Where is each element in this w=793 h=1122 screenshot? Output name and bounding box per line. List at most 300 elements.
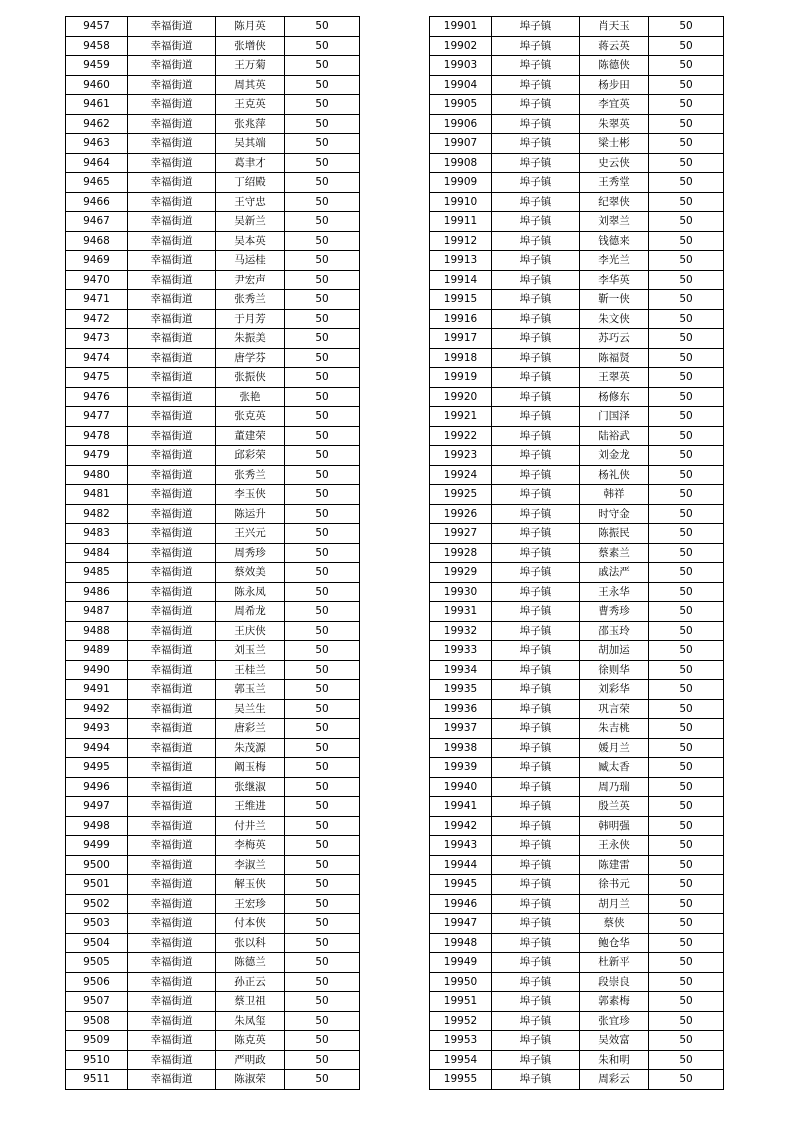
table-row [430,309,724,329]
amount-cell: 50 [649,17,724,37]
amount-cell: 50 [649,992,724,1012]
table-row [66,953,360,973]
person-name-cell: 朱翠英 [580,114,649,134]
district-cell: 埠子镇 [492,719,580,739]
district-cell: 埠子镇 [492,95,580,115]
table-row [430,621,724,641]
table-row [430,485,724,505]
district-cell: 幸福街道 [128,992,216,1012]
record-number-cell: 9490 [66,660,128,680]
district-cell: 幸福街道 [128,680,216,700]
amount-cell: 50 [649,270,724,290]
district-cell: 埠子镇 [492,153,580,173]
amount-cell: 50 [285,446,360,466]
person-name-cell: 李淑兰 [216,855,285,875]
table-row [430,738,724,758]
person-name-cell: 李华英 [580,270,649,290]
table-row [66,36,360,56]
amount-cell: 50 [649,777,724,797]
record-number-cell: 19944 [430,855,492,875]
amount-cell: 50 [285,348,360,368]
table-row [66,504,360,524]
person-name-cell: 杜新平 [580,953,649,973]
amount-cell: 50 [649,504,724,524]
record-number-cell: 9485 [66,563,128,583]
district-cell: 幸福街道 [128,582,216,602]
district-cell: 埠子镇 [492,660,580,680]
amount-cell: 50 [285,953,360,973]
district-cell: 幸福街道 [128,914,216,934]
table-row [66,1070,360,1090]
table-row [66,309,360,329]
table-row [430,426,724,446]
district-cell: 幸福街道 [128,953,216,973]
amount-cell: 50 [285,465,360,485]
district-cell: 埠子镇 [492,290,580,310]
district-cell: 埠子镇 [492,192,580,212]
record-number-cell: 9477 [66,407,128,427]
amount-cell: 50 [649,914,724,934]
amount-cell: 50 [649,660,724,680]
person-name-cell: 胡加运 [580,641,649,661]
district-cell: 幸福街道 [128,309,216,329]
person-name-cell: 王守忠 [216,192,285,212]
amount-cell: 50 [649,1050,724,1070]
person-name-cell: 张振侠 [216,368,285,388]
district-cell: 幸福街道 [128,426,216,446]
table-row [430,933,724,953]
district-cell: 埠子镇 [492,446,580,466]
table-row [66,387,360,407]
person-name-cell: 吴其端 [216,134,285,154]
district-cell: 幸福街道 [128,173,216,193]
person-name-cell: 陈福贤 [580,348,649,368]
person-name-cell: 戚法严 [580,563,649,583]
person-name-cell: 王兴元 [216,524,285,544]
table-row [430,387,724,407]
person-name-cell: 蔡素兰 [580,543,649,563]
record-number-cell: 19911 [430,212,492,232]
amount-cell: 50 [649,1031,724,1051]
amount-cell: 50 [285,134,360,154]
table-row [66,543,360,563]
record-number-cell: 9466 [66,192,128,212]
district-cell: 埠子镇 [492,933,580,953]
person-name-cell: 张克英 [216,407,285,427]
table-row [430,368,724,388]
person-name-cell: 周希龙 [216,602,285,622]
amount-cell: 50 [285,992,360,1012]
record-number-cell: 19907 [430,134,492,154]
district-cell: 埠子镇 [492,251,580,271]
amount-cell: 50 [285,95,360,115]
record-number-cell: 9473 [66,329,128,349]
amount-cell: 50 [285,563,360,583]
person-name-cell: 鲍仓华 [580,933,649,953]
record-number-cell: 19903 [430,56,492,76]
record-number-cell: 19923 [430,446,492,466]
amount-cell: 50 [285,387,360,407]
table-row [66,173,360,193]
record-number-cell: 9467 [66,212,128,232]
person-name-cell: 王秀堂 [580,173,649,193]
table-row [430,1031,724,1051]
district-cell: 幸福街道 [128,875,216,895]
amount-cell: 50 [649,719,724,739]
table-row [66,485,360,505]
district-cell: 幸福街道 [128,270,216,290]
person-name-cell: 郭素梅 [580,992,649,1012]
district-cell: 埠子镇 [492,563,580,583]
amount-cell: 50 [285,1031,360,1051]
record-number-cell: 19953 [430,1031,492,1051]
record-number-cell: 19905 [430,95,492,115]
record-number-cell: 19926 [430,504,492,524]
district-cell: 埠子镇 [492,75,580,95]
table-row [66,75,360,95]
record-number-cell: 9480 [66,465,128,485]
district-cell: 幸福街道 [128,738,216,758]
record-number-cell: 19902 [430,36,492,56]
district-cell: 埠子镇 [492,407,580,427]
person-name-cell: 朱茂源 [216,738,285,758]
district-cell: 幸福街道 [128,816,216,836]
district-cell: 幸福街道 [128,17,216,37]
record-number-cell: 19912 [430,231,492,251]
person-name-cell: 王宏珍 [216,894,285,914]
table-row [430,602,724,622]
person-name-cell: 媛月兰 [580,738,649,758]
record-number-cell: 19948 [430,933,492,953]
district-cell: 埠子镇 [492,602,580,622]
record-number-cell: 9462 [66,114,128,134]
district-cell: 幸福街道 [128,192,216,212]
amount-cell: 50 [285,173,360,193]
person-name-cell: 杨步田 [580,75,649,95]
district-cell: 幸福街道 [128,36,216,56]
record-number-cell: 9475 [66,368,128,388]
record-number-cell: 19922 [430,426,492,446]
record-number-cell: 9468 [66,231,128,251]
record-number-cell: 9488 [66,621,128,641]
amount-cell: 50 [285,972,360,992]
amount-cell: 50 [285,212,360,232]
table-row [430,173,724,193]
record-number-cell: 9476 [66,387,128,407]
record-number-cell: 9465 [66,173,128,193]
person-name-cell: 王桂兰 [216,660,285,680]
district-cell: 埠子镇 [492,992,580,1012]
person-name-cell: 尹宏声 [216,270,285,290]
district-cell: 幸福街道 [128,660,216,680]
table-row [66,699,360,719]
person-name-cell: 张以科 [216,933,285,953]
person-name-cell: 唐彩兰 [216,719,285,739]
person-name-cell: 徐则华 [580,660,649,680]
table-row [66,875,360,895]
district-cell: 幸福街道 [128,95,216,115]
table-row [66,153,360,173]
record-number-cell: 9486 [66,582,128,602]
district-cell: 幸福街道 [128,641,216,661]
record-number-cell: 9471 [66,290,128,310]
table-row [66,134,360,154]
record-number-cell: 9481 [66,485,128,505]
table-row [66,446,360,466]
record-number-cell: 19927 [430,524,492,544]
district-cell: 幸福街道 [128,75,216,95]
table-row [430,992,724,1012]
person-name-cell: 吴效富 [580,1031,649,1051]
record-number-cell: 9509 [66,1031,128,1051]
person-name-cell: 陈德侠 [580,56,649,76]
amount-cell: 50 [649,1070,724,1090]
district-cell: 幸福街道 [128,719,216,739]
person-name-cell: 陈运升 [216,504,285,524]
amount-cell: 50 [285,485,360,505]
table-row [430,134,724,154]
record-number-cell: 19932 [430,621,492,641]
record-number-cell: 19939 [430,758,492,778]
amount-cell: 50 [649,426,724,446]
table-row [430,641,724,661]
amount-cell: 50 [649,231,724,251]
record-number-cell: 19909 [430,173,492,193]
table-row [66,290,360,310]
amount-cell: 50 [649,134,724,154]
amount-cell: 50 [285,270,360,290]
amount-cell: 50 [285,426,360,446]
table-row [430,290,724,310]
amount-cell: 50 [285,290,360,310]
table-row [66,368,360,388]
person-name-cell: 董建荣 [216,426,285,446]
table-row [430,894,724,914]
record-number-cell: 19951 [430,992,492,1012]
person-name-cell: 唐学芬 [216,348,285,368]
amount-cell: 50 [285,699,360,719]
district-cell: 幸福街道 [128,348,216,368]
amount-cell: 50 [649,699,724,719]
record-number-cell: 19934 [430,660,492,680]
table-row [66,933,360,953]
person-name-cell: 李宜英 [580,95,649,115]
record-number-cell: 9499 [66,836,128,856]
person-name-cell: 蔡卫祖 [216,992,285,1012]
district-cell: 埠子镇 [492,836,580,856]
table-row [66,270,360,290]
record-number-cell: 9487 [66,602,128,622]
amount-cell: 50 [285,543,360,563]
amount-cell: 50 [285,816,360,836]
record-number-cell: 19950 [430,972,492,992]
amount-cell: 50 [285,680,360,700]
amount-cell: 50 [649,855,724,875]
table-row [430,660,724,680]
record-number-cell: 19913 [430,251,492,271]
person-name-cell: 王克英 [216,95,285,115]
table-row [66,563,360,583]
person-name-cell: 刘金龙 [580,446,649,466]
person-name-cell: 纪翠侠 [580,192,649,212]
record-number-cell: 9491 [66,680,128,700]
amount-cell: 50 [649,816,724,836]
amount-cell: 50 [649,212,724,232]
person-name-cell: 付井兰 [216,816,285,836]
person-name-cell: 王永侠 [580,836,649,856]
record-number-cell: 9507 [66,992,128,1012]
amount-cell: 50 [649,621,724,641]
record-number-cell: 19910 [430,192,492,212]
district-cell: 埠子镇 [492,309,580,329]
amount-cell: 50 [649,836,724,856]
person-name-cell: 蔡侠 [580,914,649,934]
record-number-cell: 19935 [430,680,492,700]
district-cell: 埠子镇 [492,758,580,778]
table-row [430,192,724,212]
district-cell: 埠子镇 [492,173,580,193]
person-name-cell: 郭玉兰 [216,680,285,700]
amount-cell: 50 [649,251,724,271]
person-name-cell: 陈振民 [580,524,649,544]
person-name-cell: 付本侠 [216,914,285,934]
amount-cell: 50 [649,543,724,563]
record-number-cell: 9501 [66,875,128,895]
table-row [66,465,360,485]
table-row [430,524,724,544]
record-number-cell: 19906 [430,114,492,134]
table-row [430,446,724,466]
person-name-cell: 门国泽 [580,407,649,427]
amount-cell: 50 [649,153,724,173]
person-name-cell: 肖天玉 [580,17,649,37]
district-cell: 埠子镇 [492,543,580,563]
table-row [66,582,360,602]
amount-cell: 50 [649,582,724,602]
table-row [430,329,724,349]
record-number-cell: 9464 [66,153,128,173]
amount-cell: 50 [285,855,360,875]
district-cell: 埠子镇 [492,1031,580,1051]
table-row [66,602,360,622]
amount-cell: 50 [285,933,360,953]
district-cell: 埠子镇 [492,972,580,992]
record-number-cell: 9496 [66,777,128,797]
record-number-cell: 19937 [430,719,492,739]
person-name-cell: 张艳 [216,387,285,407]
record-number-cell: 19918 [430,348,492,368]
person-name-cell: 蒋云英 [580,36,649,56]
table-row [66,972,360,992]
district-cell: 埠子镇 [492,212,580,232]
amount-cell: 50 [285,1070,360,1090]
person-name-cell: 周彩云 [580,1070,649,1090]
amount-cell: 50 [285,660,360,680]
amount-cell: 50 [285,641,360,661]
record-number-cell: 19924 [430,465,492,485]
table-row [430,407,724,427]
record-number-cell: 19941 [430,797,492,817]
amount-cell: 50 [285,309,360,329]
district-cell: 埠子镇 [492,17,580,37]
district-cell: 埠子镇 [492,680,580,700]
district-cell: 幸福街道 [128,855,216,875]
record-number-cell: 19947 [430,914,492,934]
district-cell: 幸福街道 [128,387,216,407]
person-name-cell: 张继淑 [216,777,285,797]
record-number-cell: 9497 [66,797,128,817]
table-row [66,1031,360,1051]
record-number-cell: 9484 [66,543,128,563]
table-row [430,251,724,271]
district-cell: 埠子镇 [492,329,580,349]
amount-cell: 50 [285,875,360,895]
person-name-cell: 朱文侠 [580,309,649,329]
district-cell: 幸福街道 [128,446,216,466]
record-number-cell: 9482 [66,504,128,524]
record-number-cell: 19929 [430,563,492,583]
amount-cell: 50 [649,173,724,193]
person-name-cell: 殷兰英 [580,797,649,817]
record-number-cell: 19955 [430,1070,492,1090]
person-name-cell: 朱凤玺 [216,1011,285,1031]
amount-cell: 50 [285,894,360,914]
person-name-cell: 梁士彬 [580,134,649,154]
district-cell: 幸福街道 [128,836,216,856]
district-cell: 幸福街道 [128,329,216,349]
record-number-cell: 9505 [66,953,128,973]
record-number-cell: 19936 [430,699,492,719]
person-name-cell: 刘翠兰 [580,212,649,232]
record-number-cell: 19925 [430,485,492,505]
table-row [66,758,360,778]
record-number-cell: 19915 [430,290,492,310]
person-name-cell: 李光兰 [580,251,649,271]
amount-cell: 50 [285,1011,360,1031]
amount-cell: 50 [285,153,360,173]
amount-cell: 50 [649,875,724,895]
district-cell: 幸福街道 [128,290,216,310]
table-row [66,329,360,349]
person-name-cell: 解玉侠 [216,875,285,895]
district-cell: 埠子镇 [492,797,580,817]
amount-cell: 50 [285,231,360,251]
amount-cell: 50 [649,407,724,427]
record-number-cell: 9469 [66,251,128,271]
district-cell: 幸福街道 [128,1050,216,1070]
table-row [430,563,724,583]
table-row [66,992,360,1012]
left-table [65,16,360,1090]
table-row [430,1050,724,1070]
record-number-cell: 9461 [66,95,128,115]
district-cell: 埠子镇 [492,426,580,446]
record-number-cell: 9463 [66,134,128,154]
amount-cell: 50 [649,641,724,661]
district-cell: 埠子镇 [492,387,580,407]
district-cell: 埠子镇 [492,368,580,388]
district-cell: 埠子镇 [492,699,580,719]
record-number-cell: 19943 [430,836,492,856]
person-name-cell: 陈德兰 [216,953,285,973]
table-row [430,875,724,895]
record-number-cell: 9489 [66,641,128,661]
person-name-cell: 陈建雷 [580,855,649,875]
record-number-cell: 19942 [430,816,492,836]
table-row [66,621,360,641]
district-cell: 埠子镇 [492,875,580,895]
person-name-cell: 韩祥 [580,485,649,505]
